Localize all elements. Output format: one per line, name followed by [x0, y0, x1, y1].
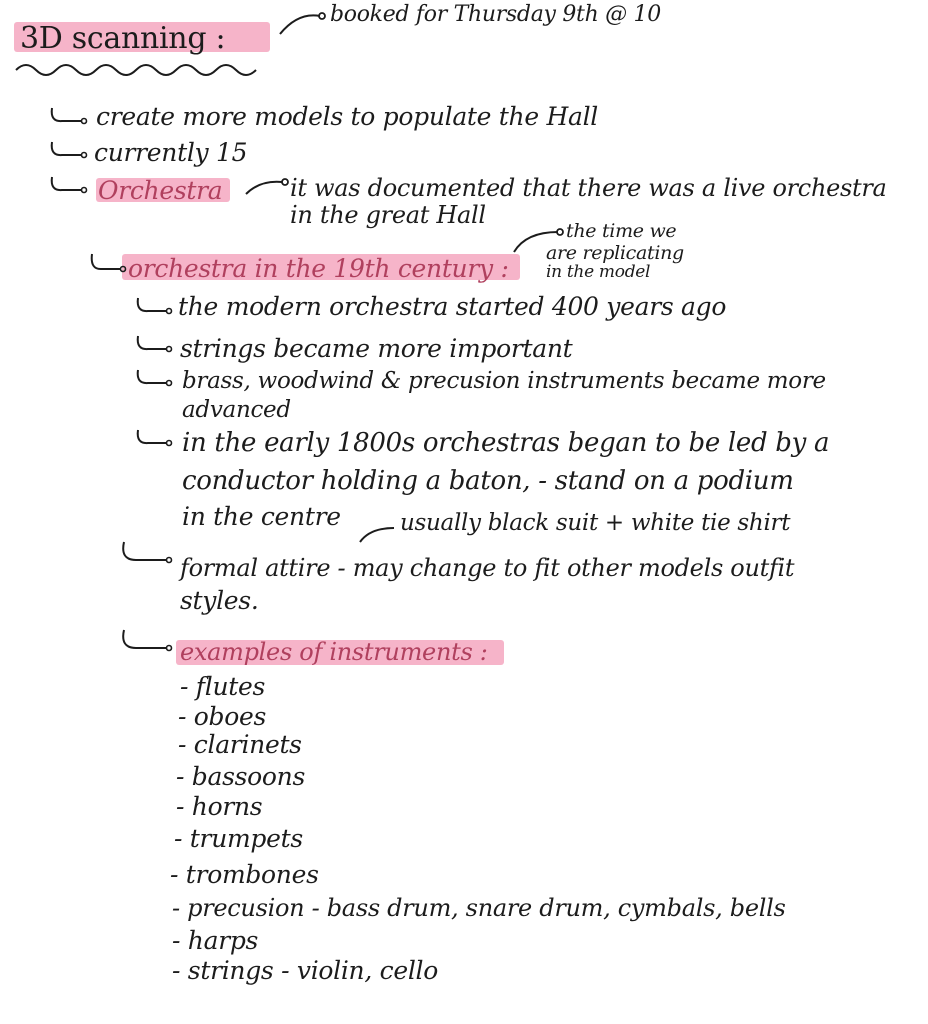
time-note-line-3: in the model	[546, 262, 651, 282]
hooked-arrow-icon	[118, 628, 174, 652]
point-1: the modern orchestra started 400 years ago	[178, 292, 727, 321]
hooked-arrow-icon	[134, 296, 174, 316]
hooked-arrow-icon	[134, 368, 174, 388]
hooked-arrow-icon	[48, 140, 88, 160]
point-4-line-1: in the early 1800s orchestras began to be led by a	[182, 428, 830, 458]
subheading: orchestra in the 19th century :	[128, 254, 509, 283]
attire-note: usually black suit + white tie shirt	[400, 510, 791, 536]
time-note-line-2: are replicating	[546, 242, 684, 264]
booking-note: booked for Thursday 9th @ 10	[330, 2, 661, 27]
attire-line-1: formal attire - may change to fit other models outfit	[180, 554, 795, 582]
hooked-arrow-icon	[48, 175, 88, 195]
instrument-item: - horns	[176, 792, 263, 821]
time-note-line-1: the time we	[566, 220, 677, 242]
point-4-line-3: in the centre	[182, 502, 341, 531]
hooked-arrow-icon	[134, 334, 174, 354]
point-4-line-2: conductor holding a baton, - stand on a podium	[182, 466, 794, 496]
bullet-3-orchestra: Orchestra	[98, 176, 223, 205]
note-arrow-icon	[358, 522, 402, 546]
hooked-arrow-icon	[48, 106, 88, 126]
note-arrow-icon	[244, 176, 290, 198]
note-arrow-icon	[278, 8, 328, 38]
instrument-item: - trombones	[170, 860, 319, 889]
bullet-2: currently 15	[94, 138, 248, 167]
hooked-arrow-icon	[88, 252, 128, 274]
instrument-item: - oboes	[178, 702, 267, 731]
orchestra-note-line-1: it was documented that there was a live orchestra	[290, 174, 887, 202]
bullet-1: create more models to populate the Hall	[96, 102, 598, 131]
examples-heading: examples of instruments :	[180, 638, 488, 666]
hooked-arrow-icon	[134, 428, 174, 448]
instrument-item: - strings - violin, cello	[172, 956, 438, 985]
attire-line-2: styles.	[180, 586, 259, 615]
instrument-item: - trumpets	[174, 824, 303, 853]
hooked-arrow-icon	[118, 540, 174, 564]
point-3-line-1: brass, woodwind & precusion instruments became more	[182, 368, 826, 394]
orchestra-note-line-2: in the great Hall	[290, 201, 486, 229]
instrument-item: - bassoons	[176, 762, 305, 791]
squiggle-underline	[14, 60, 264, 80]
point-2: strings became more important	[180, 334, 573, 363]
page-title: 3D scanning :	[20, 21, 226, 56]
instrument-item: - flutes	[180, 672, 266, 701]
instrument-item: - harps	[172, 926, 259, 955]
point-3-line-2: advanced	[182, 397, 291, 423]
instrument-item: - clarinets	[178, 730, 302, 759]
instrument-item: - precusion - bass drum, snare drum, cymbals, bells	[172, 894, 786, 922]
